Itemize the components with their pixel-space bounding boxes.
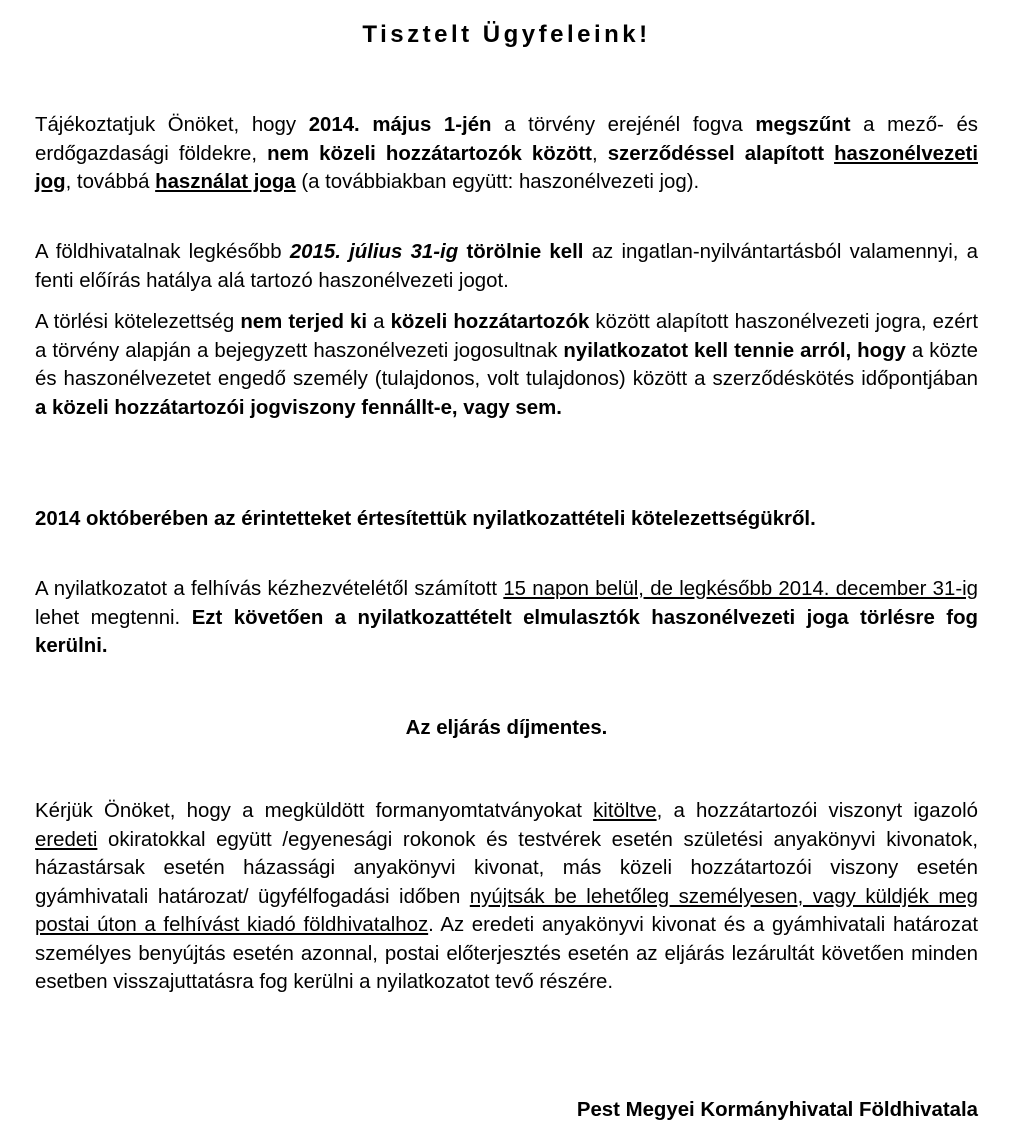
text-run: 2014. május 1-jén xyxy=(308,114,492,136)
text-run: közeli hozzátartozók xyxy=(390,311,590,333)
text-run: a törvény erejénél fogva xyxy=(491,114,756,136)
text-run: szerződéssel alapított xyxy=(607,142,835,165)
text-run: okiratokkal együtt /egyenesági rokonok és testvérek esetén születési anyakönyvi kivonatok, házastársak esetén házassági anyakönyvi kivonat, más közeli hozzátartozói viszony esetén gyámhivatali határozat/ ügyfélfogadási időben xyxy=(35,828,978,908)
paragraph-2 xyxy=(35,238,978,295)
text-run: A nyilatkozatot a felhívás kézhezvételétől számított xyxy=(35,578,504,600)
text-run: az ingatlan-nyilvántartásból valamennyi, a fenti előírás hatálya alá tartozó haszonélvezeti jogot. xyxy=(35,241,978,292)
signature: Pest Megyei Kormányhivatal Földhivatala xyxy=(576,1099,978,1121)
text-run: 15 napon belül, de legkésőbb 2014. december 31-ig xyxy=(503,578,978,600)
text-run: , xyxy=(591,142,608,165)
paragraph-1 xyxy=(35,111,978,197)
text-run: nem közeli hozzátartozók között xyxy=(267,142,592,165)
text-run: eredeti xyxy=(35,828,98,851)
text-run: , a hozzátartozói viszonyt igazoló xyxy=(656,800,978,822)
text-run: törölnie kell xyxy=(466,241,584,263)
text-run: között alapított haszonélvezeti jogra, ezért a törvény alapján a bejegyzett haszonélvezeti jogosultnak xyxy=(35,311,979,362)
paragraph-3 xyxy=(35,308,978,422)
paragraph-6 xyxy=(35,797,978,997)
text-run: nem terjed ki xyxy=(240,311,368,333)
text-run: nyilatkozatot kell tennie arról, hogy xyxy=(563,339,906,362)
text-run: . Az eredeti anyakönyvi kivonat és a gyámhivatali határozat személyes benyújtás esetén azonnal, postai előterjesztés esetén az eljárás lezárultát követően minden esetben visszajuttatásra fog kerülni a nyilatkozatot tevő részére. xyxy=(35,914,978,993)
text-run: lehet megtenni. xyxy=(35,606,192,629)
paragraph-4 xyxy=(35,505,978,534)
title-block xyxy=(35,0,978,53)
text-run: a mező- és erdőgazdasági földekre, xyxy=(35,114,978,165)
text-run: haszonélvezeti jog xyxy=(35,142,978,193)
text-run: a közte és haszonélvezetet engedő személy (tulajdonos, volt tulajdonos) között a szerződéskötés időpontjában xyxy=(35,339,978,390)
text-run: kitöltve xyxy=(593,800,657,822)
text-run: 2015. július 31-ig xyxy=(289,241,459,263)
text-run: A földhivatalnak legkésőbb xyxy=(35,241,290,263)
text-run: használat joga xyxy=(155,171,296,193)
text-run: a xyxy=(367,311,391,333)
text-run: , továbbá xyxy=(65,171,156,193)
text-run: nyújtsák be lehetőleg személyesen, vagy küldjék meg postai úton a felhívást kiadó földhivatalhoz xyxy=(35,885,978,936)
text-run: Kérjük Önöket, hogy a megküldött formanyomtatványokat xyxy=(35,800,594,822)
text-run: a közeli hozzátartozói jogviszony fennállt-e, vagy sem. xyxy=(35,396,562,419)
fee-notice: Az eljárás díjmentes. xyxy=(405,717,608,739)
text-run: megszűnt xyxy=(755,114,851,136)
text-run: Ezt követően a nyilatkozattételt elmulasztók haszonélvezeti joga törlésre fog kerülni. xyxy=(35,606,978,657)
text-run: Tájékoztatjuk Önöket, hogy xyxy=(35,114,309,136)
text-run: (a továbbiakban együtt: haszonélvezeti jog). xyxy=(295,171,700,193)
paragraph-5 xyxy=(35,575,978,661)
page-title: Tisztelt Ügyfeleink! xyxy=(362,21,651,48)
text-run: A törlési kötelezettség xyxy=(35,311,241,333)
text-run: 2014 októberében az érintetteket értesítettük nyilatkozattételi kötelezettségükről. xyxy=(35,508,816,530)
